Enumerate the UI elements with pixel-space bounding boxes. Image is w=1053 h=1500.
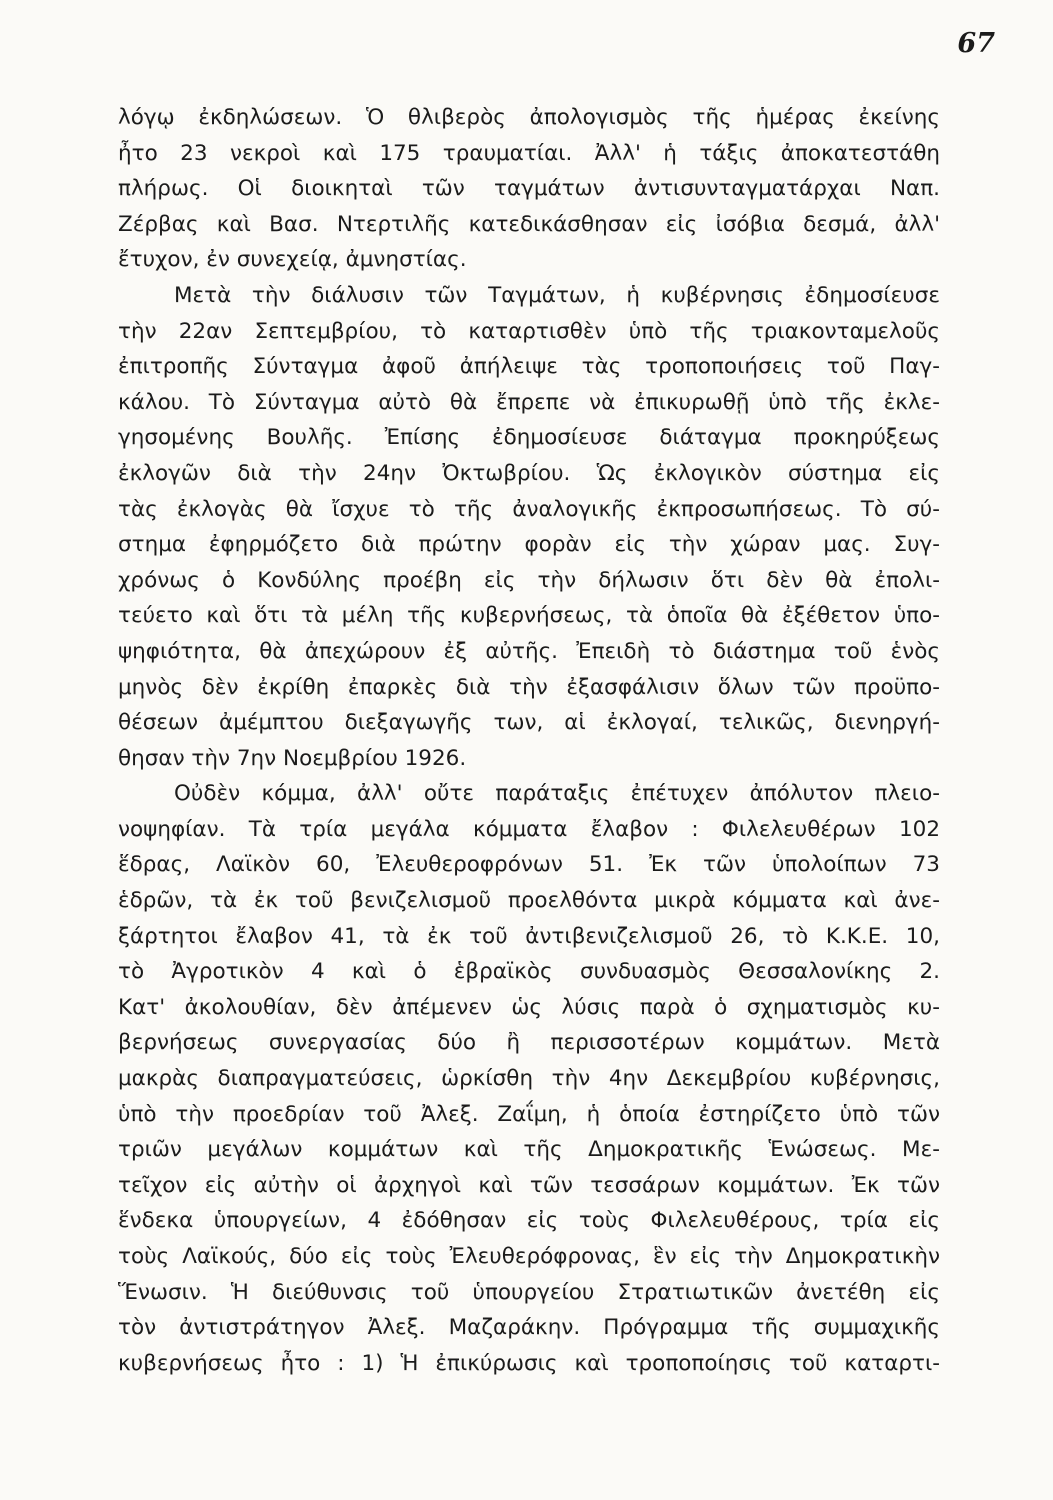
text-line: ἐκλογῶν διὰ τὴν 24ην Ὀκτωβρίου. Ὡς ἐκλογικὸν σύστημα εἰς	[118, 460, 940, 486]
text-line: θέσεων ἀμέμπτου διεξαγωγῆς των, αἱ ἐκλογαί, τελικῶς, διενηργή-	[118, 710, 940, 736]
text-line: ξάρτητοι ἔλαβον 41, τὰ ἐκ τοῦ ἀντιβενιζελισμοῦ 26, τὸ Κ.Κ.Ε. 10,	[118, 923, 940, 949]
text-line: θησαν τὴν 7ην Νοεμβρίου 1926.	[118, 745, 467, 771]
text-line: ἦτο 23 νεκροὶ καὶ 175 τραυματίαι. Ἀλλ' ἡ τάξις ἀποκατεστάθη	[118, 140, 940, 166]
text-line: μακρὰς διαπραγματεύσεις, ὡρκίσθη τὴν 4ην Δεκεμβρίου κυβέρνησις,	[118, 1066, 940, 1092]
text-line: τὴν 22αν Σεπτεμβρίου, τὸ καταρτισθὲν ὑπὸ τῆς τριακονταμελοῦς	[118, 318, 940, 344]
text-line: τὰς ἐκλογὰς θὰ ἴσχυε τὸ τῆς ἀναλογικῆς ἐκπροσωπήσεως. Τὸ σύ-	[118, 496, 940, 522]
text-line: τὸ Ἀγροτικὸν 4 καὶ ὁ ἑβραϊκὸς συνδυασμὸς Θεσσαλονίκης 2.	[118, 959, 940, 985]
text-line: πλήρως. Οἱ διοικηταὶ τῶν ταγμάτων ἀντισυνταγματάρχαι Ναπ.	[118, 176, 940, 202]
text-line: ἐπιτροπῆς Σύνταγμα ἀφοῦ ἀπήλειψε τὰς τροποποιήσεις τοῦ Παγ-	[118, 354, 940, 380]
page-number: 67	[957, 28, 995, 59]
text-line: μηνὸς δὲν ἐκρίθη ἐπαρκὲς διὰ τὴν ἐξασφάλισιν ὅλων τῶν προϋπο-	[118, 674, 940, 700]
text-line: τοὺς Λαϊκούς, δύο εἰς τοὺς Ἐλευθερόφρονας, ἓν εἰς τὴν Δημοκρατικὴν	[118, 1244, 940, 1269]
text-line: ψηφιότητα, θὰ ἀπεχώρουν ἐξ αὐτῆς. Ἐπειδὴ τὸ διάστημα τοῦ ἑνὸς	[118, 638, 940, 664]
text-line: χρόνως ὁ Κονδύλης προέβη εἰς τὴν δήλωσιν ὅτι δὲν θὰ ἐπολι-	[118, 567, 940, 593]
text-line: ἑδρῶν, τὰ ἐκ τοῦ βενιζελισμοῦ προελθόντα μικρὰ κόμματα καὶ ἀνε-	[118, 888, 940, 914]
text-line: Ζέρβας καὶ Βασ. Ντερτιλῆς κατεδικάσθησαν εἰς ἰσόβια δεσμά, ἀλλ'	[118, 211, 940, 237]
text-line: νοψηφίαν. Τὰ τρία μεγάλα κόμματα ἔλαβον : Φιλελευθέρων 102	[118, 816, 940, 842]
text-line: ἕδρας, Λαϊκὸν 60, Ἐλευθεροφρόνων 51. Ἐκ τῶν ὑπολοίπων 73	[118, 852, 940, 878]
text-line: τεῖχον εἰς αὐτὴν οἱ ἀρχηγοὶ καὶ τῶν τεσσάρων κομμάτων. Ἐκ τῶν	[118, 1172, 940, 1198]
text-line: ἕνδεκα ὑπουργείων, 4 ἐδόθησαν εἰς τοὺς Φιλελευθέρους, τρία εἰς	[118, 1208, 940, 1234]
text-line: Κατ' ἀκολουθίαν, δὲν ἀπέμενεν ὡς λύσις παρὰ ὁ σχηματισμὸς κυ-	[118, 994, 940, 1020]
text-line: γησομένης Βουλῆς. Ἐπίσης ἐδημοσίευσε διάταγμα προκηρύξεως	[118, 425, 940, 451]
text-line: τριῶν μεγάλων κομμάτων καὶ τῆς Δημοκρατικῆς Ἑνώσεως. Με-	[118, 1137, 940, 1163]
text-line: κάλου. Τὸ Σύνταγμα αὐτὸ θὰ ἔπρεπε νὰ ἐπικυρωθῇ ὑπὸ τῆς ἐκλε-	[118, 389, 940, 415]
text-line: κυβερνήσεως ἦτο : 1) Ἡ ἐπικύρωσις καὶ τροποποίησις τοῦ καταρτι-	[118, 1350, 940, 1376]
paragraph-3	[118, 776, 940, 1381]
text-line: Μετὰ τὴν διάλυσιν τῶν Ταγμάτων, ἡ κυβέρνησις ἐδημοσίευσε	[174, 282, 940, 308]
text-line: τὸν ἀντιστράτηγον Ἀλεξ. Μαζαράκην. Πρόγραμμα τῆς συμμαχικῆς	[118, 1315, 940, 1341]
text-line: Οὐδὲν κόμμα, ἀλλ' οὔτε παράταξις ἐπέτυχεν ἀπόλυτον πλειο-	[174, 781, 940, 807]
text-line: ὑπὸ τὴν προεδρίαν τοῦ Ἀλεξ. Ζαΐμη, ἡ ὁποία ἐστηρίζετο ὑπὸ τῶν	[118, 1101, 940, 1127]
paragraph-1	[118, 100, 940, 278]
text-line: ἔτυχον, ἐν συνεχείᾳ, ἀμνηστίας.	[118, 247, 467, 273]
text-line: Ἕνωσιν. Ἡ διεύθυνσις τοῦ ὑπουργείου Στρατιωτικῶν ἀνετέθη εἰς	[118, 1279, 940, 1305]
text-line: στημα ἐφηρμόζετο διὰ πρώτην φορὰν εἰς τὴν χώραν μας. Συγ-	[118, 532, 940, 558]
paragraph-2	[118, 278, 940, 776]
body-text	[118, 100, 940, 1381]
text-line: λόγῳ ἐκδηλώσεων. Ὁ θλιβερὸς ἀπολογισμὸς τῆς ἡμέρας ἐκείνης	[118, 105, 940, 130]
text-line: τεύετο καὶ ὅτι τὰ μέλη τῆς κυβερνήσεως, τὰ ὁποῖα θὰ ἐξέθετον ὑπο-	[118, 603, 940, 629]
text-line: βερνήσεως συνεργασίας δύο ἢ περισσοτέρων κομμάτων. Μετὰ	[118, 1030, 940, 1056]
